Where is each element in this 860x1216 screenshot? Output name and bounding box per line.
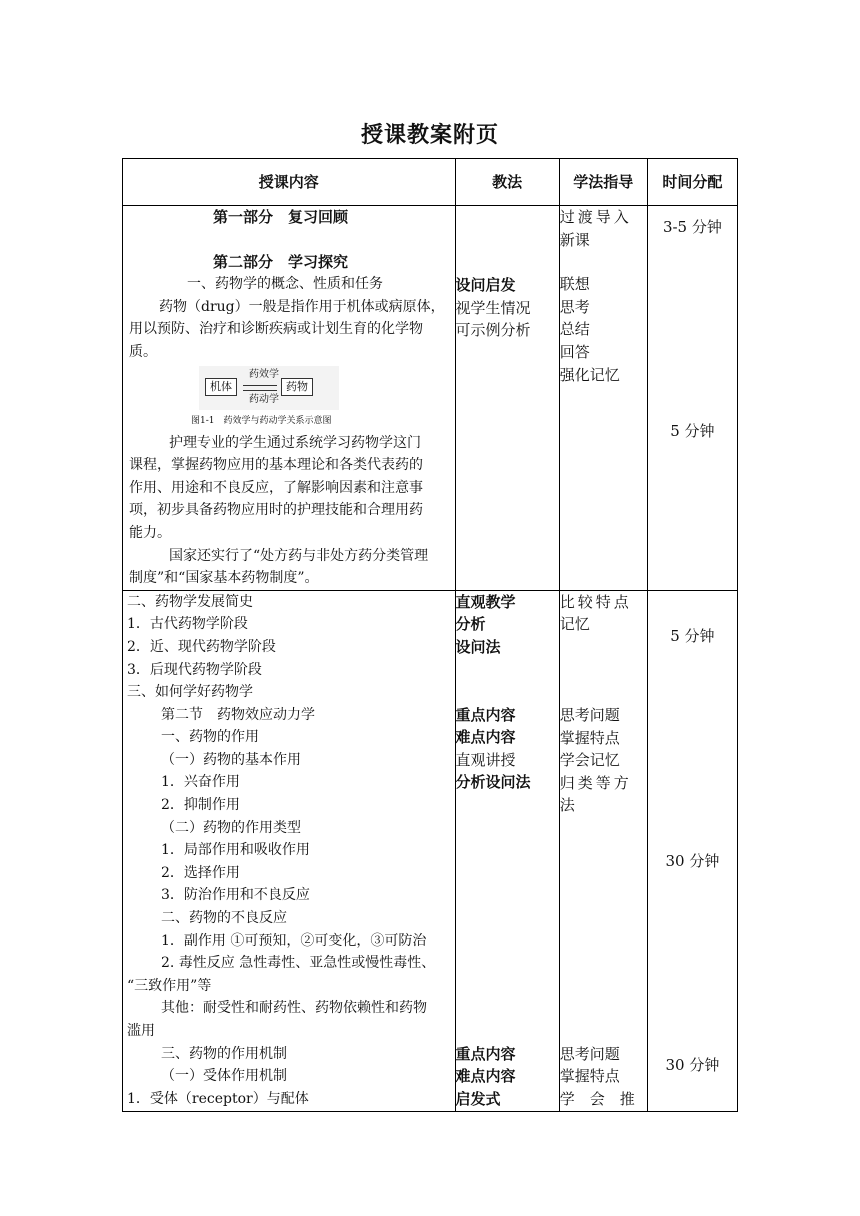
paragraph-line: 课程，掌握药物应用的基本理论和各类代表药的 [129, 457, 423, 474]
time-item: 5 分钟 [670, 626, 715, 645]
method-item: 可示例分析 [455, 321, 531, 340]
row2-method [455, 590, 559, 1111]
method-item: 视学生情况 [455, 298, 531, 317]
guide-item: 思考问题 [559, 705, 620, 724]
outline-line: 一、药物的作用 [161, 729, 259, 746]
guide-item: 掌握特点 [559, 728, 620, 747]
method-item: 设问法 [455, 637, 501, 656]
outline-line: 第二节 药物效应动力学 [161, 706, 315, 723]
figure-box-drug: 药物 [281, 378, 313, 396]
lesson-plan-table [122, 158, 738, 1112]
paragraph-line: 项，初步具备药物应用时的护理技能和合理用药 [129, 502, 423, 519]
paragraph-line: 护理专业的学生通过系统学习药物学这门 [169, 434, 421, 451]
outline-line: 三、药物的作用机制 [161, 1045, 287, 1062]
header-time: 时间分配 [647, 159, 737, 206]
method-item: 难点内容 [455, 728, 516, 747]
outline-line: 1．局部作用和吸收作用 [161, 842, 310, 859]
outline-line: 二、药物学发展简史 [127, 593, 253, 610]
paragraph-line: 药物（drug）一般是指作用于机体或病原体， [159, 298, 445, 315]
table-header-row [123, 159, 738, 206]
outline-line: 2．选择作用 [161, 864, 240, 881]
section-heading: 一、药物学的概念、性质和任务 [187, 276, 383, 293]
outline-line: 其他：耐受性和耐药性、药物依赖性和药物 [161, 1000, 427, 1017]
figure-label-top: 药效学 [249, 368, 279, 380]
guide-item: 归类等方 [559, 773, 632, 792]
method-item: 设问启发 [455, 276, 516, 294]
figure-box-body: 机体 [205, 378, 237, 396]
header-method: 教法 [455, 159, 559, 206]
row1-content [123, 206, 456, 591]
guide-item: 回答 [559, 342, 590, 361]
outline-line: 二、药物的不良反应 [161, 910, 287, 927]
outline-line: 2. 毒性反应 急性毒性、亚急性或慢性毒性、 [161, 955, 436, 972]
row2-time [647, 590, 737, 1111]
row2-content [123, 590, 456, 1111]
outline-line: “三致作用”等 [127, 977, 212, 994]
outline-line: （二）药物的作用类型 [161, 819, 301, 836]
time-item: 5 分钟 [670, 421, 715, 440]
outline-line: 2．近、现代药物学阶段 [127, 638, 276, 655]
method-item: 难点内容 [455, 1067, 516, 1086]
time-item: 3-5 分钟 [662, 218, 722, 236]
row1-guide [559, 206, 647, 591]
guide-item: 总结 [559, 320, 590, 339]
paragraph-line: 制度”和“国家基本药物制度”。 [129, 570, 319, 587]
outline-line: 3．防治作用和不良反应 [161, 887, 310, 904]
outline-line: 1．受体（receptor）与配体 [127, 1090, 309, 1107]
guide-item: 思考 [559, 297, 590, 316]
guide-item: 学 会 推 [559, 1090, 635, 1109]
row1-time [647, 206, 737, 591]
page-title: 授课教案附页 [360, 122, 499, 148]
outline-line: 1．兴奋作用 [161, 774, 240, 791]
guide-item: 强化记忆 [559, 365, 620, 384]
method-item: 重点内容 [455, 1044, 516, 1063]
outline-line: 三、如何学好药物学 [127, 684, 253, 701]
method-item: 直观讲授 [455, 750, 516, 769]
method-item: 直观教学 [455, 592, 516, 611]
header-content: 授课内容 [123, 159, 456, 206]
figure-caption: 图1-1 药效学与药动学关系示意图 [191, 415, 332, 426]
method-item: 分析设问法 [455, 773, 531, 792]
outline-line: 3．后现代药物学阶段 [127, 661, 262, 678]
outline-line: 1．副作用 ①可预知，②可变化，③可防治 [161, 932, 427, 949]
paragraph-line: 质。 [129, 343, 157, 360]
paragraph-line: 能力。 [129, 524, 171, 541]
guide-item: 掌握特点 [559, 1067, 620, 1086]
time-item: 30 分钟 [665, 1055, 720, 1074]
guide-item: 比较特点 [559, 592, 632, 611]
guide-item: 过渡导入 [559, 208, 632, 226]
guide-item: 法 [559, 796, 575, 815]
outline-line: （一）药物的基本作用 [161, 751, 301, 768]
guide-item: 学会记忆 [559, 751, 620, 770]
guide-item: 思考问题 [559, 1044, 620, 1063]
outline-line: 1．古代药物学阶段 [127, 616, 248, 633]
paragraph-line: 用以预防、治疗和诊断疾病或计划生育的化学物 [129, 321, 423, 338]
figure-label-bottom: 药动学 [249, 393, 279, 405]
paragraph-line: 作用、用途和不良反应，了解影响因素和注意事 [129, 479, 423, 496]
guide-item: 新课 [559, 230, 590, 249]
method-item: 重点内容 [455, 705, 516, 724]
guide-item: 记忆 [559, 615, 590, 634]
outline-line: 2．抑制作用 [161, 797, 240, 814]
part1-heading: 第一部分 复习回顾 [213, 208, 349, 226]
paragraph-line: 国家还实行了“处方药与非处方药分类管理 [169, 547, 429, 564]
header-guide: 学法指导 [559, 159, 647, 206]
outline-line: （一）受体作用机制 [161, 1068, 287, 1085]
time-item: 30 分钟 [665, 852, 720, 871]
table-row [123, 590, 738, 1111]
row1-method [455, 206, 559, 591]
part2-heading: 第二部分 学习探究 [213, 252, 349, 271]
table-row [123, 206, 738, 591]
outline-line: 滥用 [127, 1023, 155, 1039]
method-item: 分析 [455, 615, 486, 634]
guide-item: 联想 [559, 275, 590, 294]
row2-guide [559, 590, 647, 1111]
method-item: 启发式 [455, 1090, 501, 1109]
relation-figure [129, 366, 449, 432]
